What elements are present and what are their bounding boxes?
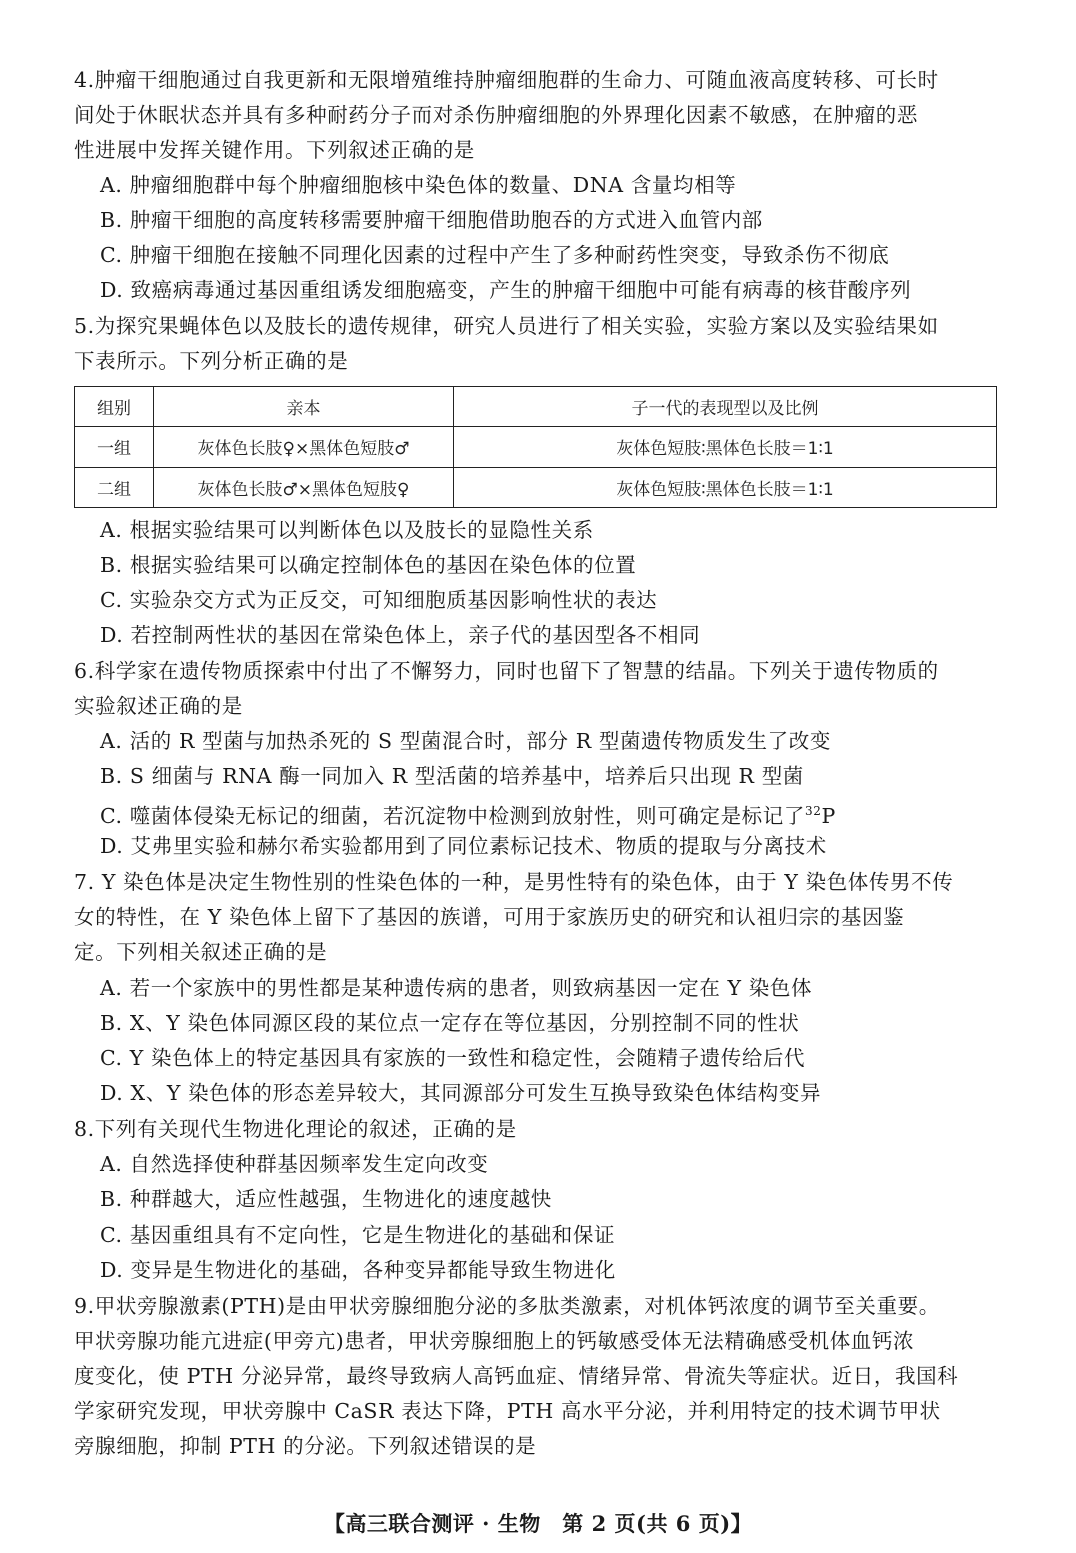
question-6-option-d: D. 艾弗里实验和赫尔希实验都用到了同位素标记技术、物质的提取与分离技术 [100,834,827,858]
table-header-cell: 子一代的表现型以及比例 [454,387,997,427]
question-7-option-c: C. Y 染色体上的特定基因具有家族的一致性和稳定性，会随精子遗传给后代 [100,1046,806,1070]
table-header-cell: 组别 [75,387,154,427]
question-5-stem-line: 5.为探究果蝇体色以及肢长的遗传规律，研究人员进行了相关实验，实验方案以及实验结果如 [74,314,939,338]
question-4-option-a: A. 肿瘤细胞群中每个肿瘤细胞核中染色体的数量、DNA 含量均相等 [100,173,737,197]
table-header-row [75,387,997,427]
table-cell: 灰体色长肢♂×黑体色短肢♀ [154,467,454,507]
page-footer: 【高三联合测评 · 生物 第 2 页(共 6 页)】 [323,1511,753,1536]
question-5-option-a: A. 根据实验结果可以判断体色以及肢长的显隐性关系 [100,518,594,542]
question-4-option-d: D. 致癌病毒通过基因重组诱发细胞癌变，产生的肿瘤干细胞中可能有病毒的核苷酸序列 [100,278,912,302]
question-6-option-b: B. S 细菌与 RNA 酶一同加入 R 型活菌的培养基中，培养后只出现 R 型菌 [100,764,804,788]
question-4-stem-line: 间处于休眠状态并具有多种耐药分子而对杀伤肿瘤细胞的外界理化因素不敏感，在肿瘤的恶 [74,103,918,127]
question-4-option-b: B. 肿瘤干细胞的高度转移需要肿瘤干细胞借助胞吞的方式进入血管内部 [100,208,763,232]
question-5-stem-line: 下表所示。下列分析正确的是 [74,349,349,373]
table-header-cell: 亲本 [154,387,454,427]
question-8-option-c: C. 基因重组具有不定向性，它是生物进化的基础和保证 [100,1223,616,1247]
question-7-stem-line: 7. Y 染色体是决定生物性别的性染色体的一种，是男性特有的染色体，由于 Y 染色体传男不传 [74,870,954,894]
table-row [75,427,997,467]
table-cell: 一组 [75,427,154,467]
table-cell: 灰体色短肢∶黑体色长肢＝1∶1 [454,467,997,507]
question-5-table [74,386,997,508]
question-8-option-d: D. 变异是生物进化的基础，各种变异都能导致生物进化 [100,1258,616,1282]
question-4-stem-line: 4.肿瘤干细胞通过自我更新和无限增殖维持肿瘤细胞群的生命力、可随血液高度转移、可长时 [74,68,939,92]
question-8-option-a: A. 自然选择使种群基因频率发生定向改变 [100,1152,489,1176]
option-c-text: C. 噬菌体侵染无标记的细菌，若沉淀物中检测到放射性，则可确定是标记了 [100,803,805,828]
table-row [75,467,997,507]
question-5-option-c: C. 实验杂交方式为正反交，可知细胞质基因影响性状的表达 [100,588,658,612]
question-7-option-a: A. 若一个家族中的男性都是某种遗传病的患者，则致病基因一定在 Y 染色体 [100,976,813,1000]
question-5-option-b: B. 根据实验结果可以确定控制体色的基因在染色体的位置 [100,553,637,577]
table-cell: 二组 [75,467,154,507]
isotope-symbol: P [821,803,836,828]
question-6-stem-line: 实验叙述正确的是 [74,694,243,718]
question-9-stem-line: 旁腺细胞，抑制 PTH 的分泌。下列叙述错误的是 [74,1434,537,1458]
question-8-option-b: B. 种群越大，适应性越强，生物进化的速度越快 [100,1187,552,1211]
question-4-stem-line: 性进展中发挥关键作用。下列叙述正确的是 [74,138,475,162]
question-7-option-d: D. X、Y 染色体的形态差异较大，其同源部分可发生互换导致染色体结构变异 [100,1081,822,1105]
question-6-option-c [100,794,1040,834]
question-5-option-d: D. 若控制两性状的基因在常染色体上，亲子代的基因型各不相同 [100,623,701,647]
table-cell: 灰体色短肢∶黑体色长肢＝1∶1 [454,427,997,467]
isotope-mass-number: 32 [805,804,822,818]
question-7-stem-line: 女的特性，在 Y 染色体上留下了基因的族谱，可用于家族历史的研究和认祖归宗的基因鉴 [74,905,905,929]
question-7-stem-line: 定。下列相关叙述正确的是 [74,940,328,964]
question-9-stem-line: 9.甲状旁腺激素(PTH)是由甲状旁腺细胞分泌的多肽类激素，对机体钙浓度的调节至关重要。 [74,1294,940,1318]
question-9-stem-line: 学家研究发现，甲状旁腺中 CaSR 表达下降，PTH 高水平分泌，并利用特定的技术调节甲状 [74,1399,941,1423]
question-6-option-a: A. 活的 R 型菌与加热杀死的 S 型菌混合时，部分 R 型菌遗传物质发生了改变 [100,729,831,753]
question-7-option-b: B. X、Y 染色体同源区段的某位点一定存在等位基因，分别控制不同的性状 [100,1011,800,1035]
question-6-stem-line: 6.科学家在遗传物质探索中付出了不懈努力，同时也留下了智慧的结晶。下列关于遗传物质的 [74,659,939,683]
question-9-stem-line: 甲状旁腺功能亢进症(甲旁亢)患者，甲状旁腺细胞上的钙敏感受体无法精确感受机体血钙浓 [74,1329,915,1353]
table-cell: 灰体色长肢♀×黑体色短肢♂ [154,427,454,467]
question-8-stem-line: 8.下列有关现代生物进化理论的叙述，正确的是 [74,1117,517,1141]
question-4-option-c: C. 肿瘤干细胞在接触不同理化因素的过程中产生了多种耐药性突变，导致杀伤不彻底 [100,243,890,267]
question-9-stem-line: 度变化，使 PTH 分泌异常，最终导致病人高钙血症、情绪异常、骨流失等症状。近日，我国科 [74,1364,959,1388]
